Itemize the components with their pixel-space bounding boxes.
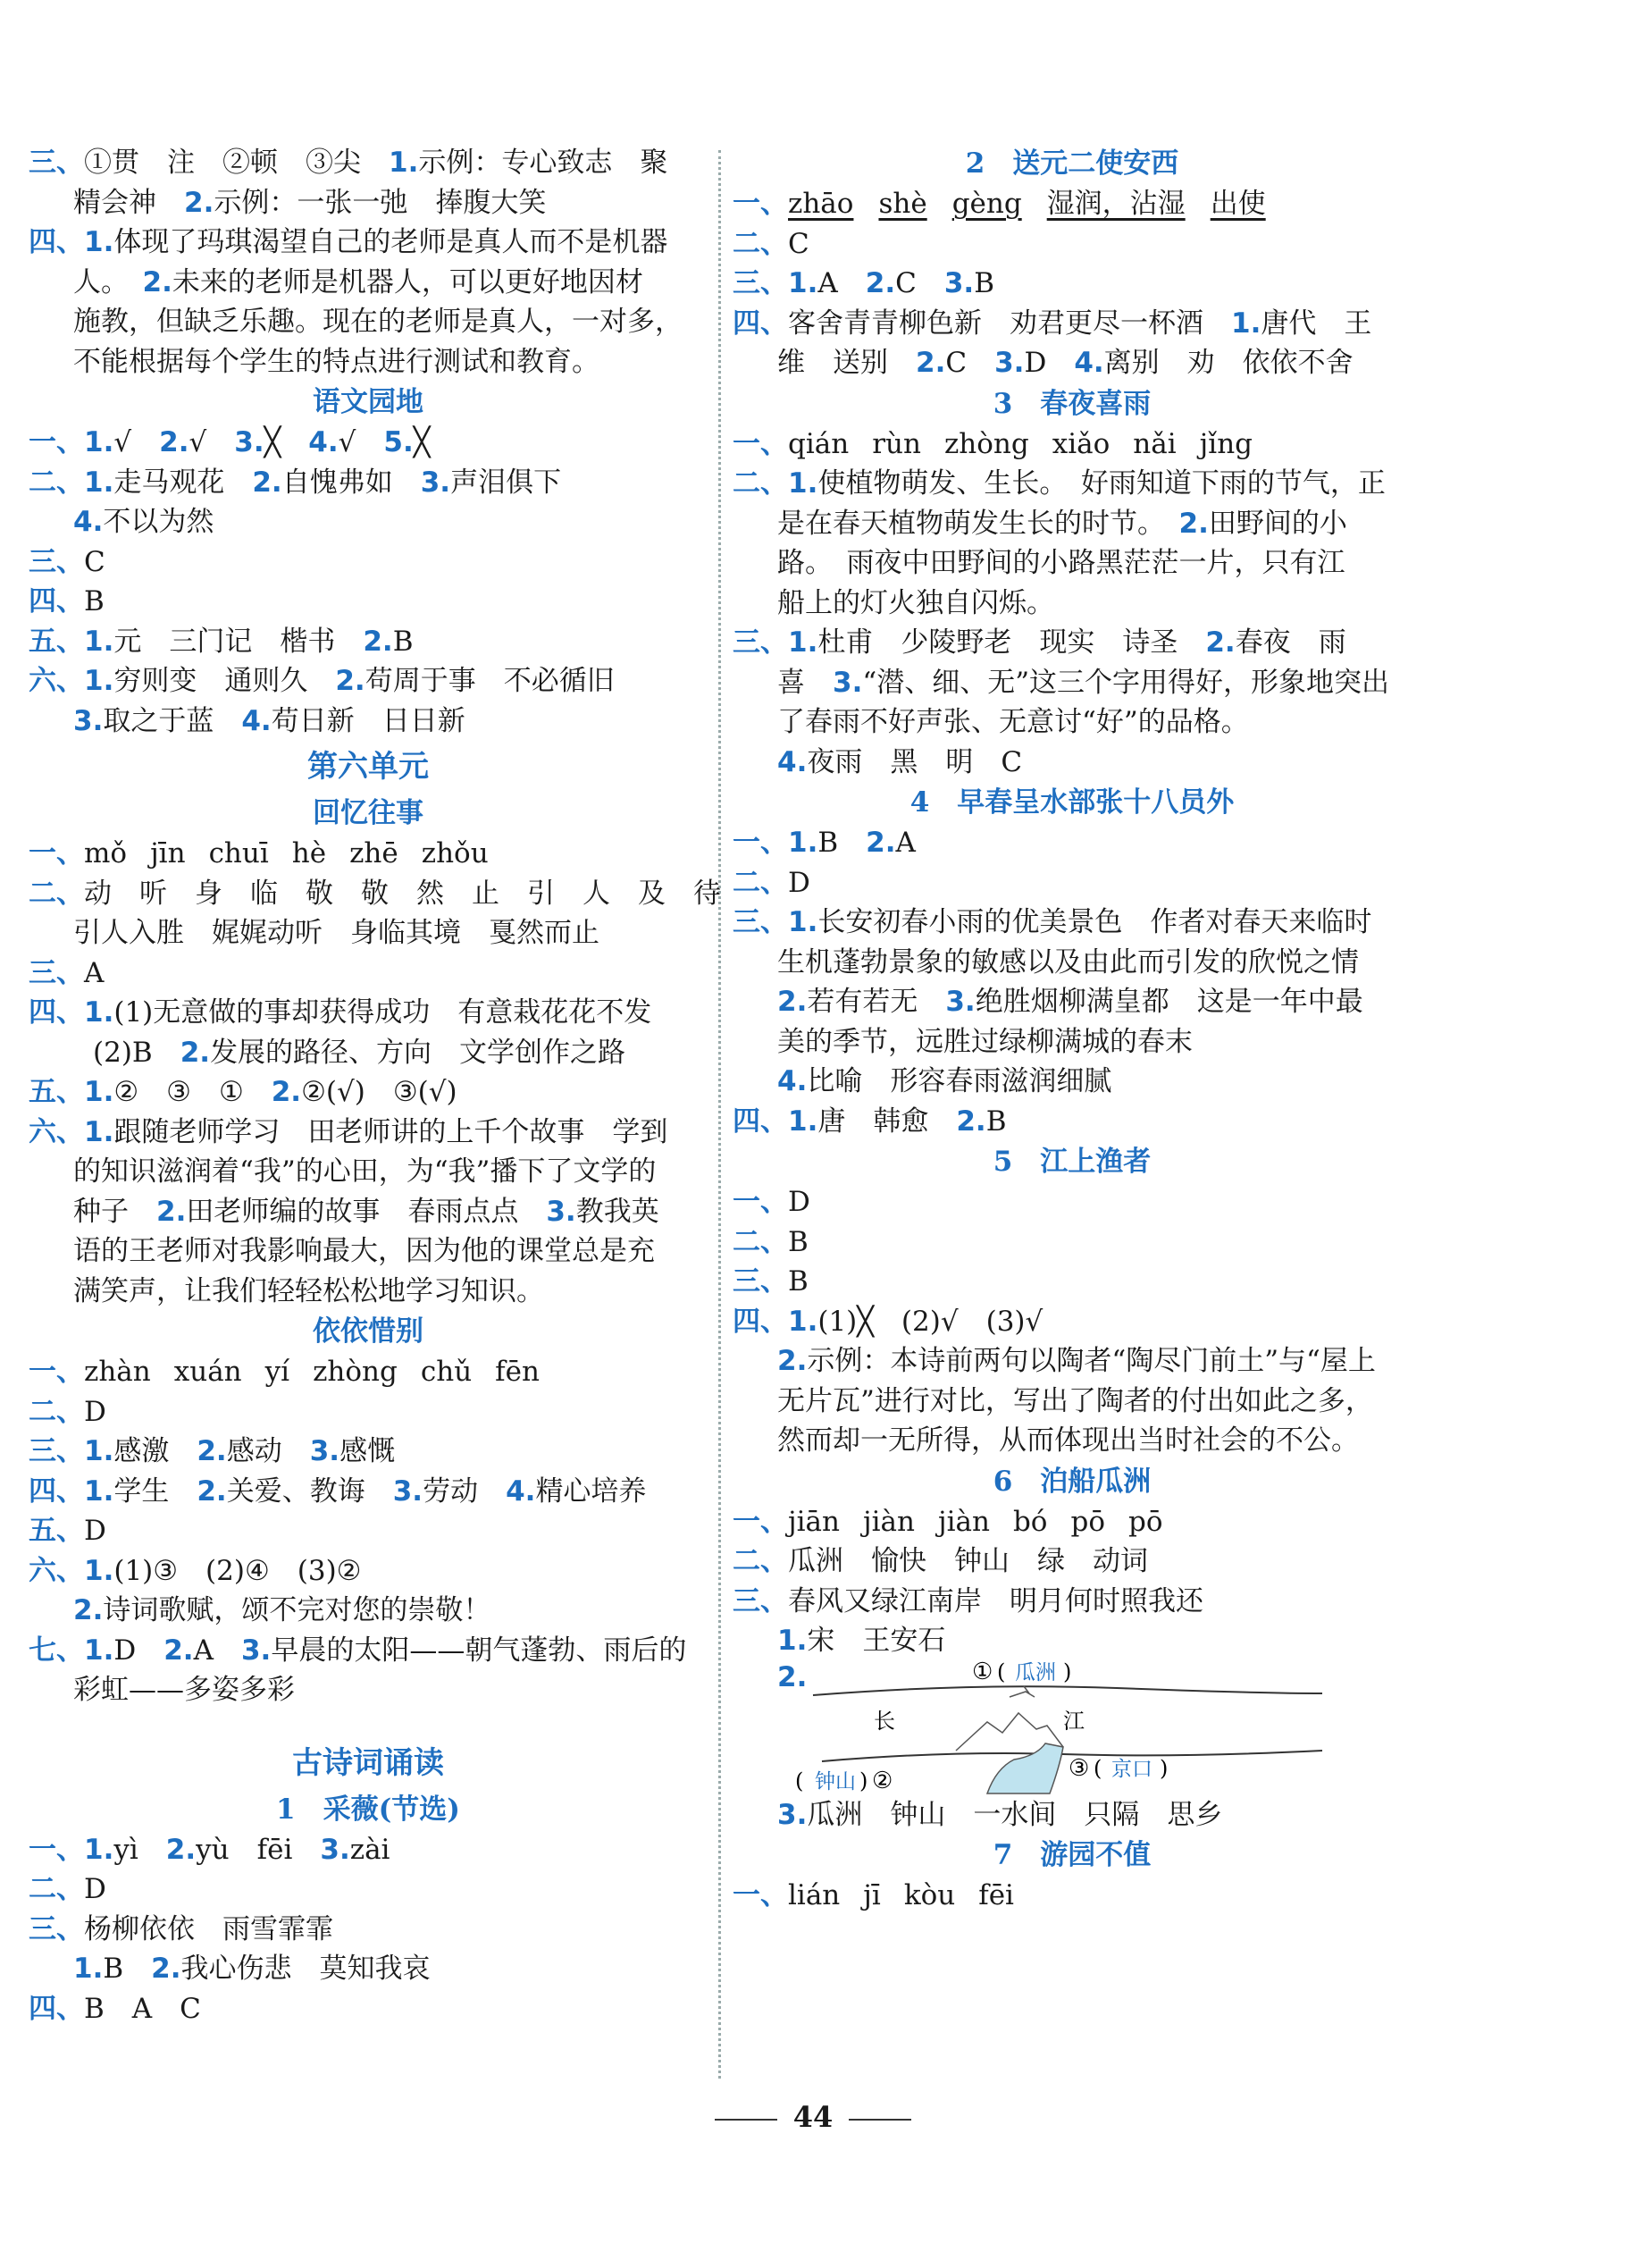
answer-line: 一、1.√ 2.√ 3.╳ 4.√ 5.╳	[29, 426, 431, 458]
section-title: 依依惜别	[313, 1315, 423, 1348]
section-title: 7 游园不值	[993, 1839, 1152, 1871]
answer-line: 引人入胜 娓娓动听 身临其境 戛然而止	[73, 917, 599, 949]
answer-line: (2)B 2.发展的路径、方向 文学创作之路	[93, 1036, 626, 1069]
answer-line: 五、1.元 三门记 楷书 2.B	[29, 625, 414, 658]
answer-line: 1.B 2.我心伤悲 莫知我哀	[73, 1953, 431, 1985]
map-close-paren: )	[859, 1768, 868, 1793]
pinyin-line: 一、zhàn xuán yí zhòng chǔ fēn	[29, 1356, 540, 1388]
answer-line: 的知识滋润着“我”的心田，为“我”播下了文学的	[73, 1155, 657, 1188]
map-answer-jingkou: 京口	[1111, 1757, 1152, 1781]
answer-line: 三、C	[29, 545, 105, 578]
answer-line: 二、D	[29, 1395, 106, 1428]
answer-line: 彩虹——多姿多彩	[73, 1674, 295, 1706]
answer-line: 4.夜雨 黑 明 C	[777, 745, 1023, 778]
answer-line: 二、动 听 身 临 敬 敬 然 止 引 人 及 待	[29, 877, 721, 910]
answer-line: 四、B A C	[29, 1992, 201, 2025]
map-close-paren: )	[1063, 1660, 1072, 1684]
answer-line: 四、1.学生 2.关爱、教诲 3.劳动 4.精心培养	[29, 1474, 647, 1508]
pinyin-line: 一、jiān jiàn jiàn bó pō pō	[733, 1505, 1163, 1538]
map-open-paren: (	[795, 1768, 804, 1793]
answer-line: 施教，但缺乏乐趣。现在的老师是真人，一对多，	[73, 306, 683, 338]
answer-line: 二、D	[733, 866, 810, 899]
answer-line: 三、①贯 注 ②顿 ③尖 1.示例：专心致志 聚	[29, 147, 668, 179]
answer-line: 四、B	[29, 585, 105, 617]
river-char-1: 长	[874, 1708, 895, 1734]
answer-line: 船上的灯火独自闪烁。	[777, 586, 1054, 619]
answer-line: 语的王老师对我影响最大，因为他的课堂总是充	[73, 1235, 655, 1267]
section-title: 语文园地	[313, 386, 423, 418]
river-map-svg	[795, 1661, 1367, 1795]
answer-line: 六、1.穷则变 通则久 2.苟周于事 不必循旧	[29, 665, 615, 697]
unit-title: 第六单元	[307, 749, 429, 785]
section-title: 6 泊船瓜洲	[993, 1465, 1152, 1498]
answer-line: 五、D	[29, 1515, 106, 1547]
answer-line: 一、1.B 2.A	[733, 827, 916, 859]
answer-line: 一、zhāo shè gèng 湿润，沾湿 出使	[733, 188, 1266, 220]
answer-line: 三、1.A 2.C 3.B	[733, 267, 994, 299]
pinyin-line: 一、mǒ jīn chuī hè zhē zhǒu	[29, 837, 489, 869]
section-title: 3 春夜喜雨	[993, 387, 1152, 420]
answer-line: 4.不以为然	[73, 506, 214, 538]
answer-line: 四、1.(1)╳ (2)√ (3)√	[733, 1305, 1043, 1338]
answer-line: 2.诗词歌赋，颂不完对您的崇敬！	[73, 1594, 491, 1626]
right-column	[733, 143, 1412, 1916]
answer-line: 3.取之于蓝 4.苟日新 日日新	[73, 704, 465, 737]
answer-line: 七、1.D 2.A 3.早晨的太阳——朝气蓬勃、雨后的	[29, 1634, 687, 1667]
section-title: 4 早春呈水部张十八员外	[909, 786, 1235, 819]
answer-line: 三、1.感激 2.感动 3.感慨	[29, 1435, 396, 1467]
answer-line: 不能根据每个学生的特点进行测试和教育。	[73, 345, 599, 378]
map-num-3: ③	[1069, 1754, 1090, 1782]
answer-line: 四、1.(1)无意做的事却获得成功 有意栽花花不发	[29, 996, 652, 1029]
page-number: 44	[0, 2100, 1626, 2134]
river-north-bank	[813, 1686, 1322, 1695]
map-open-paren: (	[997, 1660, 1006, 1684]
column-divider	[718, 150, 721, 2079]
map-num-2: ②	[872, 1767, 893, 1794]
spacer	[29, 1710, 708, 1737]
question-number: 2.	[777, 1660, 808, 1693]
answer-line: 1.宋 王安石	[777, 1625, 946, 1657]
answer-line: 六、1.(1)③ (2)④ (3)②	[29, 1554, 362, 1587]
answer-line: 路。 雨夜中田野间的小路黑茫茫一片，只有江	[777, 547, 1345, 579]
answer-line: 2.若有若无 3.绝胜烟柳满皇都 这是一年中最	[777, 986, 1363, 1018]
answer-line: 3.瓜洲 钟山 一水间 只隔 思乡	[777, 1798, 1223, 1831]
answer-line: 美的季节，远胜过绿柳满城的春末	[777, 1025, 1193, 1058]
map-open-paren: (	[1094, 1755, 1102, 1781]
answer-line: 三、杨柳依依 雨雪霏霏	[29, 1912, 333, 1945]
left-column	[29, 143, 721, 2029]
answer-line: 二、1.使植物萌发、生长。 好雨知道下雨的节气，正	[733, 467, 1386, 500]
section-title: 回忆往事	[313, 797, 423, 829]
answer-line: 四、客舍青青柳色新 劝君更尽一杯酒 1.唐代 王	[733, 307, 1372, 340]
answer-line: 二、C	[733, 227, 809, 260]
answer-line: 然而却一无所得，从而体现出当时社会的不公。	[777, 1424, 1359, 1457]
answer-line: 2.示例：本诗前两句以陶者“陶尽门前土”与“屋上	[777, 1345, 1376, 1377]
answer-line: 二、D	[29, 1873, 106, 1905]
answer-line: 二、B	[733, 1225, 809, 1258]
answer-line: 六、1.跟随老师学习 田老师讲的上千个故事 学到	[29, 1115, 668, 1148]
answer-line: 三、春风又绿江南岸 明月何时照我还	[733, 1584, 1203, 1617]
map-close-paren: )	[1160, 1755, 1169, 1781]
answer-line: 了春雨不好声张、无意讨“好”的品格。	[777, 706, 1249, 738]
answer-line: 一、1.yì 2.yù fēi 3.zài	[29, 1833, 390, 1866]
answer-line: 精会神 2.示例：一张一弛 捧腹大笑	[73, 186, 547, 219]
pinyin-line: 一、qián rùn zhòng xiǎo nǎi jǐng	[733, 427, 1253, 460]
map-answer-zhongshan: 钟山	[815, 1769, 856, 1793]
section-title: 5 江上渔者	[993, 1146, 1152, 1178]
answer-line: 4.比喻 形容春雨滋润细腻	[777, 1065, 1112, 1097]
answer-line: 二、1.走马观花 2.自愧弗如 3.声泪俱下	[29, 466, 562, 499]
river-map-diagram	[733, 1661, 1412, 1795]
answer-line: 是在春天植物萌发生长的时节。 2.田野间的小	[777, 507, 1347, 540]
section-title: 2 送元二使安西	[965, 147, 1179, 180]
pinyin-line: 一、lián jī kòu fēi	[733, 1879, 1014, 1911]
answer-line: 人。 2.未来的老师是机器人，可以更好地因材	[73, 265, 643, 298]
answer-line: 四、1.唐 韩愈 2.B	[733, 1105, 1007, 1138]
unit-title: 古诗词诵读	[292, 1744, 444, 1781]
boat-icon	[1010, 1686, 1035, 1697]
answer-line: 五、1.② ③ ① 2.②(√) ③(√)	[29, 1076, 457, 1108]
river-char-2: 江	[1063, 1708, 1085, 1734]
answer-line: 二、瓜洲 愉快 钟山 绿 动词	[733, 1545, 1148, 1577]
section-title: 1 采薇(节选)	[276, 1793, 460, 1826]
answer-line: 三、B	[733, 1265, 809, 1298]
answer-line: 三、1.杜甫 少陵野老 现实 诗圣 2.春夜 雨	[733, 626, 1346, 659]
answer-line: 无片瓦”进行对比，写出了陶者的付出如此之多，	[777, 1384, 1373, 1417]
answer-line: 种子 2.田老师编的故事 春雨点点 3.教我英	[73, 1195, 659, 1228]
answer-line: 三、A	[29, 956, 105, 989]
answer-line: 维 送别 2.C 3.D 4.离别 劝 依依不舍	[777, 347, 1354, 379]
map-num-1: ①	[972, 1660, 993, 1685]
answer-line: 四、1.体现了玛琪渴望自己的老师是真人而不是机器	[29, 226, 668, 258]
answer-line: 一、D	[733, 1186, 810, 1218]
stream-water	[987, 1743, 1063, 1793]
answer-line: 满笑声，让我们轻轻松松地学习知识。	[73, 1274, 544, 1307]
answer-line: 喜 3.“潜、细、无”这三个字用得好，形象地突出	[777, 666, 1390, 699]
answer-line: 三、1.长安初春小雨的优美景色 作者对春天来临时	[733, 906, 1372, 938]
map-answer-guazhou: 瓜洲	[1015, 1660, 1056, 1684]
answer-line: 生机蓬勃景象的敏感以及由此而引发的欣悦之情	[777, 945, 1359, 979]
